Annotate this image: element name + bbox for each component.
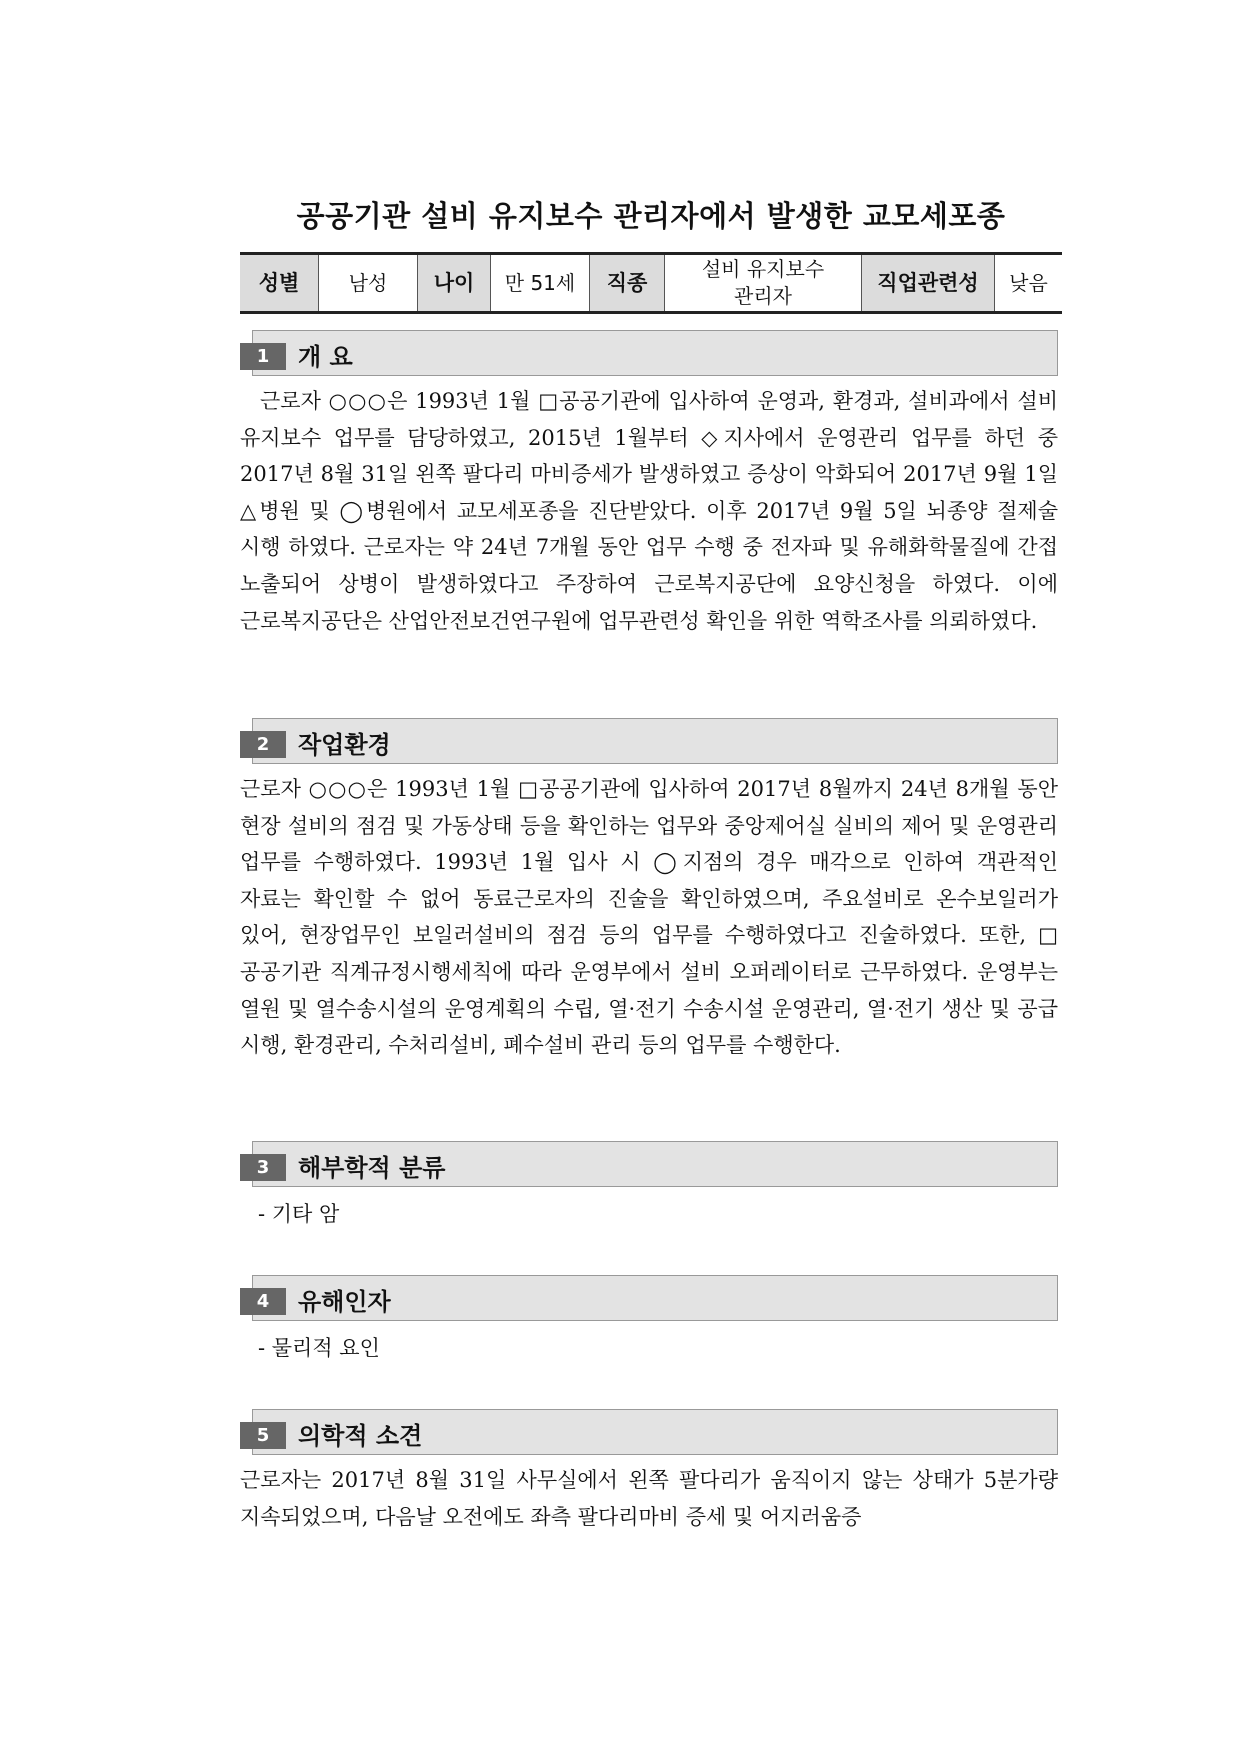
job-value-line2: 관리자 — [734, 284, 792, 308]
section-title: 작업환경 — [298, 731, 391, 759]
relevance-value: 낮음 — [995, 254, 1063, 313]
section-4-header — [240, 1275, 1058, 1321]
section-2-header — [240, 718, 1058, 764]
document-title: 공공기관 설비 유지보수 관리자에서 발생한 교모세포종 — [296, 199, 1006, 233]
gender-value: 남성 — [319, 254, 418, 313]
gender-label: 성별 — [240, 254, 319, 313]
section-number-badge: 5 — [240, 1422, 286, 1449]
section-title: 해부학적 분류 — [298, 1154, 446, 1182]
job-value — [665, 254, 862, 313]
age-value: 만 51세 — [491, 254, 590, 313]
section-1-header — [240, 330, 1058, 376]
section-2-body: 근로자 ○○○은 1993년 1월 □공공기관에 입사하여 2017년 8월까지 24년 8개월 동안 현장 설비의 점검 및 가동상태 등을 확인하는 업무와 중앙제어실 실비의 제어 및 운영관리 업무를 수행하였다. 1993년 1월 입사 시 ◯지점의 경우 매각으로 인하여 객관적인 자료는 확인할 수 없어 동료근로자의 진술을 확인하였으며, 주요설비로 온수보일러가 있어, 현장업무인 보일러설비의 점검 등의 업무를 수행하였다고 진술하였다. 또한, □공공기관 직계규정시행세칙에 따라 운영부에서 설비 오퍼레이터로 근무하였다. 운영부는 열원 및 열수송시설의 운영계획의 수립, 열·전기 수송시설 운영관리, 열·전기 생산 및 공급 시행, 환경관리, 수처리설비, 폐수설비 관리 등의 업무를 수행한다. — [240, 777, 1058, 1058]
section-number-badge: 1 — [240, 343, 286, 370]
section-header-bar — [252, 330, 1058, 376]
section-5-body: 근로자는 2017년 8월 31일 사무실에서 왼쪽 팔다리가 움직이지 않는 상태가 5분가량 지속되었으며, 다음날 오전에도 좌측 팔다리마비 증세 및 어지러움증 — [240, 1468, 1058, 1529]
relevance-label: 직업관련성 — [862, 254, 995, 313]
section-1-body: 근로자 ○○○은 1993년 1월 □공공기관에 입사하여 운영과, 환경과, 설비과에서 설비 유지보수 업무를 담당하였고, 2015년 1월부터 ◇지사에서 운영관리 업무를 하던 중 2017년 8월 31일 왼쪽 팔다리 마비증세가 발생하였고 증상이 악화되어 2017년 9월 1일 △병원 및 ◯병원에서 교모세포종을 진단받았다. 이후 2017년 9월 5일 뇌종양 절제술 시행 하였다. 근로자는 약 24년 7개월 동안 업무 수행 중 전자파 및 유해화학물질에 간접 노출되어 상병이 발생하였다고 주장하여 근로복지공단에 요양신청을 하였다. 이에 근로복지공단은 산업안전보건연구원에 업무관련성 확인을 위한 역학조사를 의뢰하였다. — [240, 389, 1058, 633]
section-number-badge: 2 — [240, 731, 286, 758]
section-3-header — [240, 1141, 1058, 1187]
section-title: 의학적 소견 — [298, 1422, 423, 1450]
age-label: 나이 — [418, 254, 491, 313]
section-3-bullet: - 기타 암 — [258, 1202, 340, 1226]
case-info-table — [240, 252, 1062, 314]
case-info-row — [240, 254, 1062, 313]
section-5-header — [240, 1409, 1058, 1455]
section-number-badge: 4 — [240, 1288, 286, 1315]
job-label: 직종 — [590, 254, 665, 313]
job-value-line1: 설비 유지보수 — [701, 257, 825, 281]
section-number-badge: 3 — [240, 1154, 286, 1181]
section-4-bullet: - 물리적 요인 — [258, 1336, 380, 1360]
section-title: 개 요 — [298, 343, 353, 371]
section-title: 유해인자 — [298, 1288, 391, 1316]
